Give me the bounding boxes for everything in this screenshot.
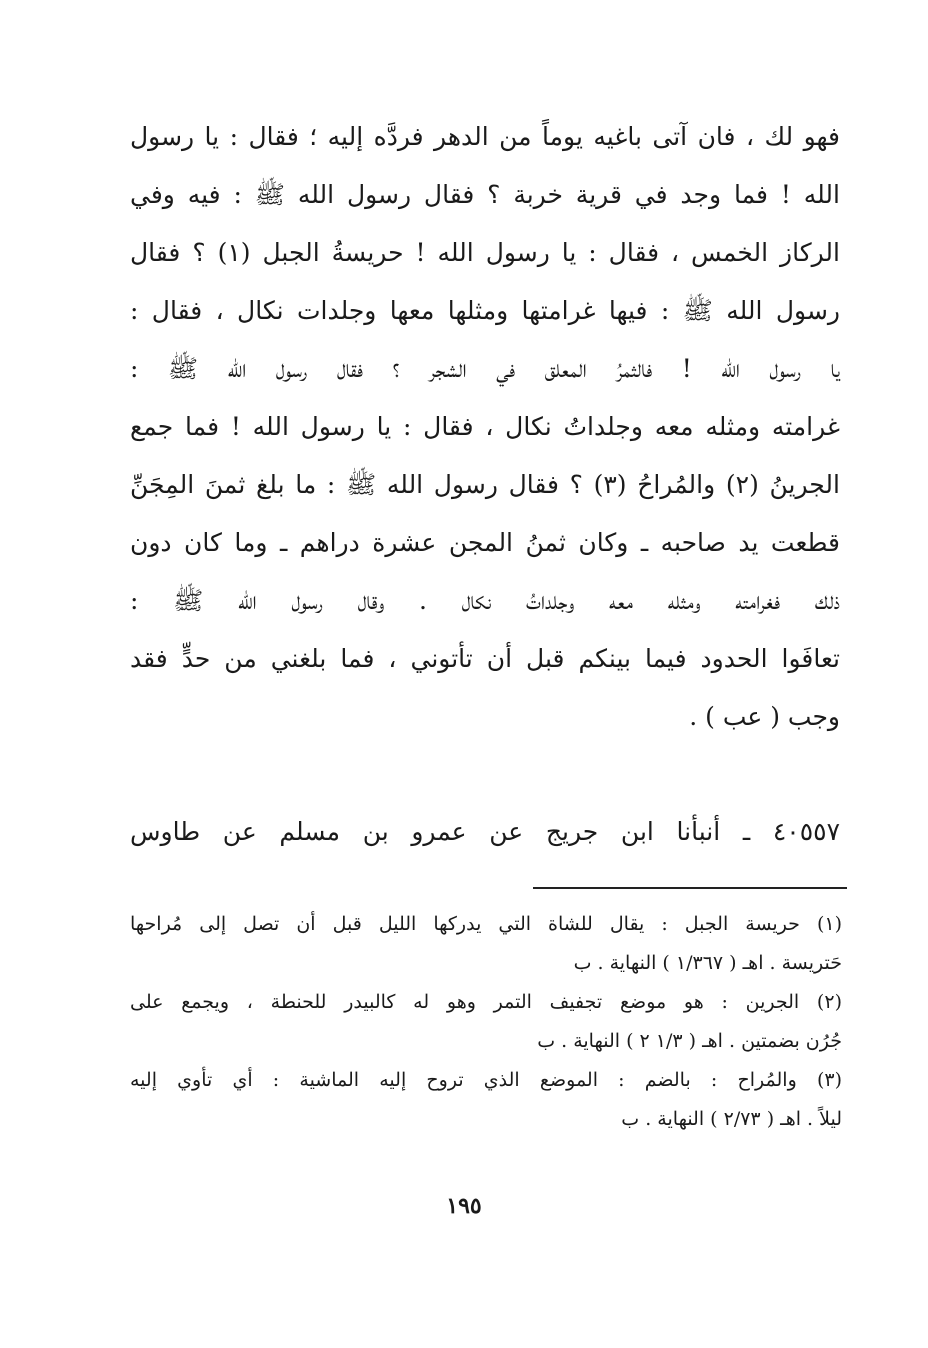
page-number: ١٩٥ (446, 1193, 482, 1219)
text-line: رسول الله ﷺ : فيها غرامتها ومثلها معها وجلدات نكال ، فقال : (130, 296, 840, 325)
footnote-2-line-2: جُرُن بضمتين . اهـ ( ١/٣ ٢ ) النهاية . ب (537, 1030, 842, 1052)
main-text-block (130, 108, 840, 746)
text-line: تعافَوا الحدود فيما بينكم قبل أن تأتوني ، فما بلغني من حدٍّ فقد (130, 644, 840, 673)
text-line: فهو لك ، فان آتى باغيه يوماً من الدهر فردَّه إليه ؛ فقال : يا رسول (130, 122, 840, 151)
text-line: قطعت يد صاحبه ـ وكان ثمنُ المجن عشرة دراهم ـ وما كان دون (130, 528, 840, 557)
footnote-3-line-2: ليلاً . اهـ ( ٢/٧٣ ) النهاية . ب (621, 1108, 842, 1130)
footnote-1-line-2: حَتريسة . اهـ ( ١/٣٦٧ ) النهاية . ب (573, 952, 842, 974)
text-line: الركاز الخمس ، فقال : يا رسول الله ! حريسةُ الجبل (١) ؟ فقال (130, 238, 840, 267)
text-line: غرامته ومثله معه وجلداتُ نكال ، فقال : يا رسول الله ! فما جمع (130, 412, 840, 441)
text-line: الله ! فما وجد في قرية خربة ؟ فقال رسول الله ﷺ : فيه وفي (130, 180, 840, 209)
footnote-1-line-1: (١) حريسة الجبل : يقال للشاة التي يدركها الليل قبل أن تصل إلى مُراحها (130, 913, 842, 935)
text-line: ذلك فغرامته ومثله معه وجلداتُ نكال . وقال رسول الله ﷺ : (130, 586, 840, 615)
text-line: يا رسول الله ! فالثمرُ المعلق في الشجر ؟ فقال رسول الله ﷺ : (130, 354, 840, 383)
text-line: وجب ( عب ) . (689, 702, 840, 731)
footnotes (130, 905, 842, 1139)
footnote-2-line-1: (٢) الجرين : هو موضع تجفيف التمر وهو له كالبيدر للحنطة ، ويجمع على (130, 991, 842, 1013)
footnote-3-line-1: (٣) والمُراح : بالضم : الموضع الذي تروح إليه الماشية : أي تأوي إليه (130, 1069, 842, 1091)
footnote-divider (533, 887, 847, 889)
text-line: الجرينُ (٢) والمُراحُ (٣) ؟ فقال رسول الله ﷺ : ما بلغ ثمنَ المِجَنِّ (130, 470, 840, 499)
hadith-start-line: ٤٠٥٥٧ ـ أنبأنا ابن جريج عن عمرو بن مسلم عن طاوس (130, 817, 840, 846)
